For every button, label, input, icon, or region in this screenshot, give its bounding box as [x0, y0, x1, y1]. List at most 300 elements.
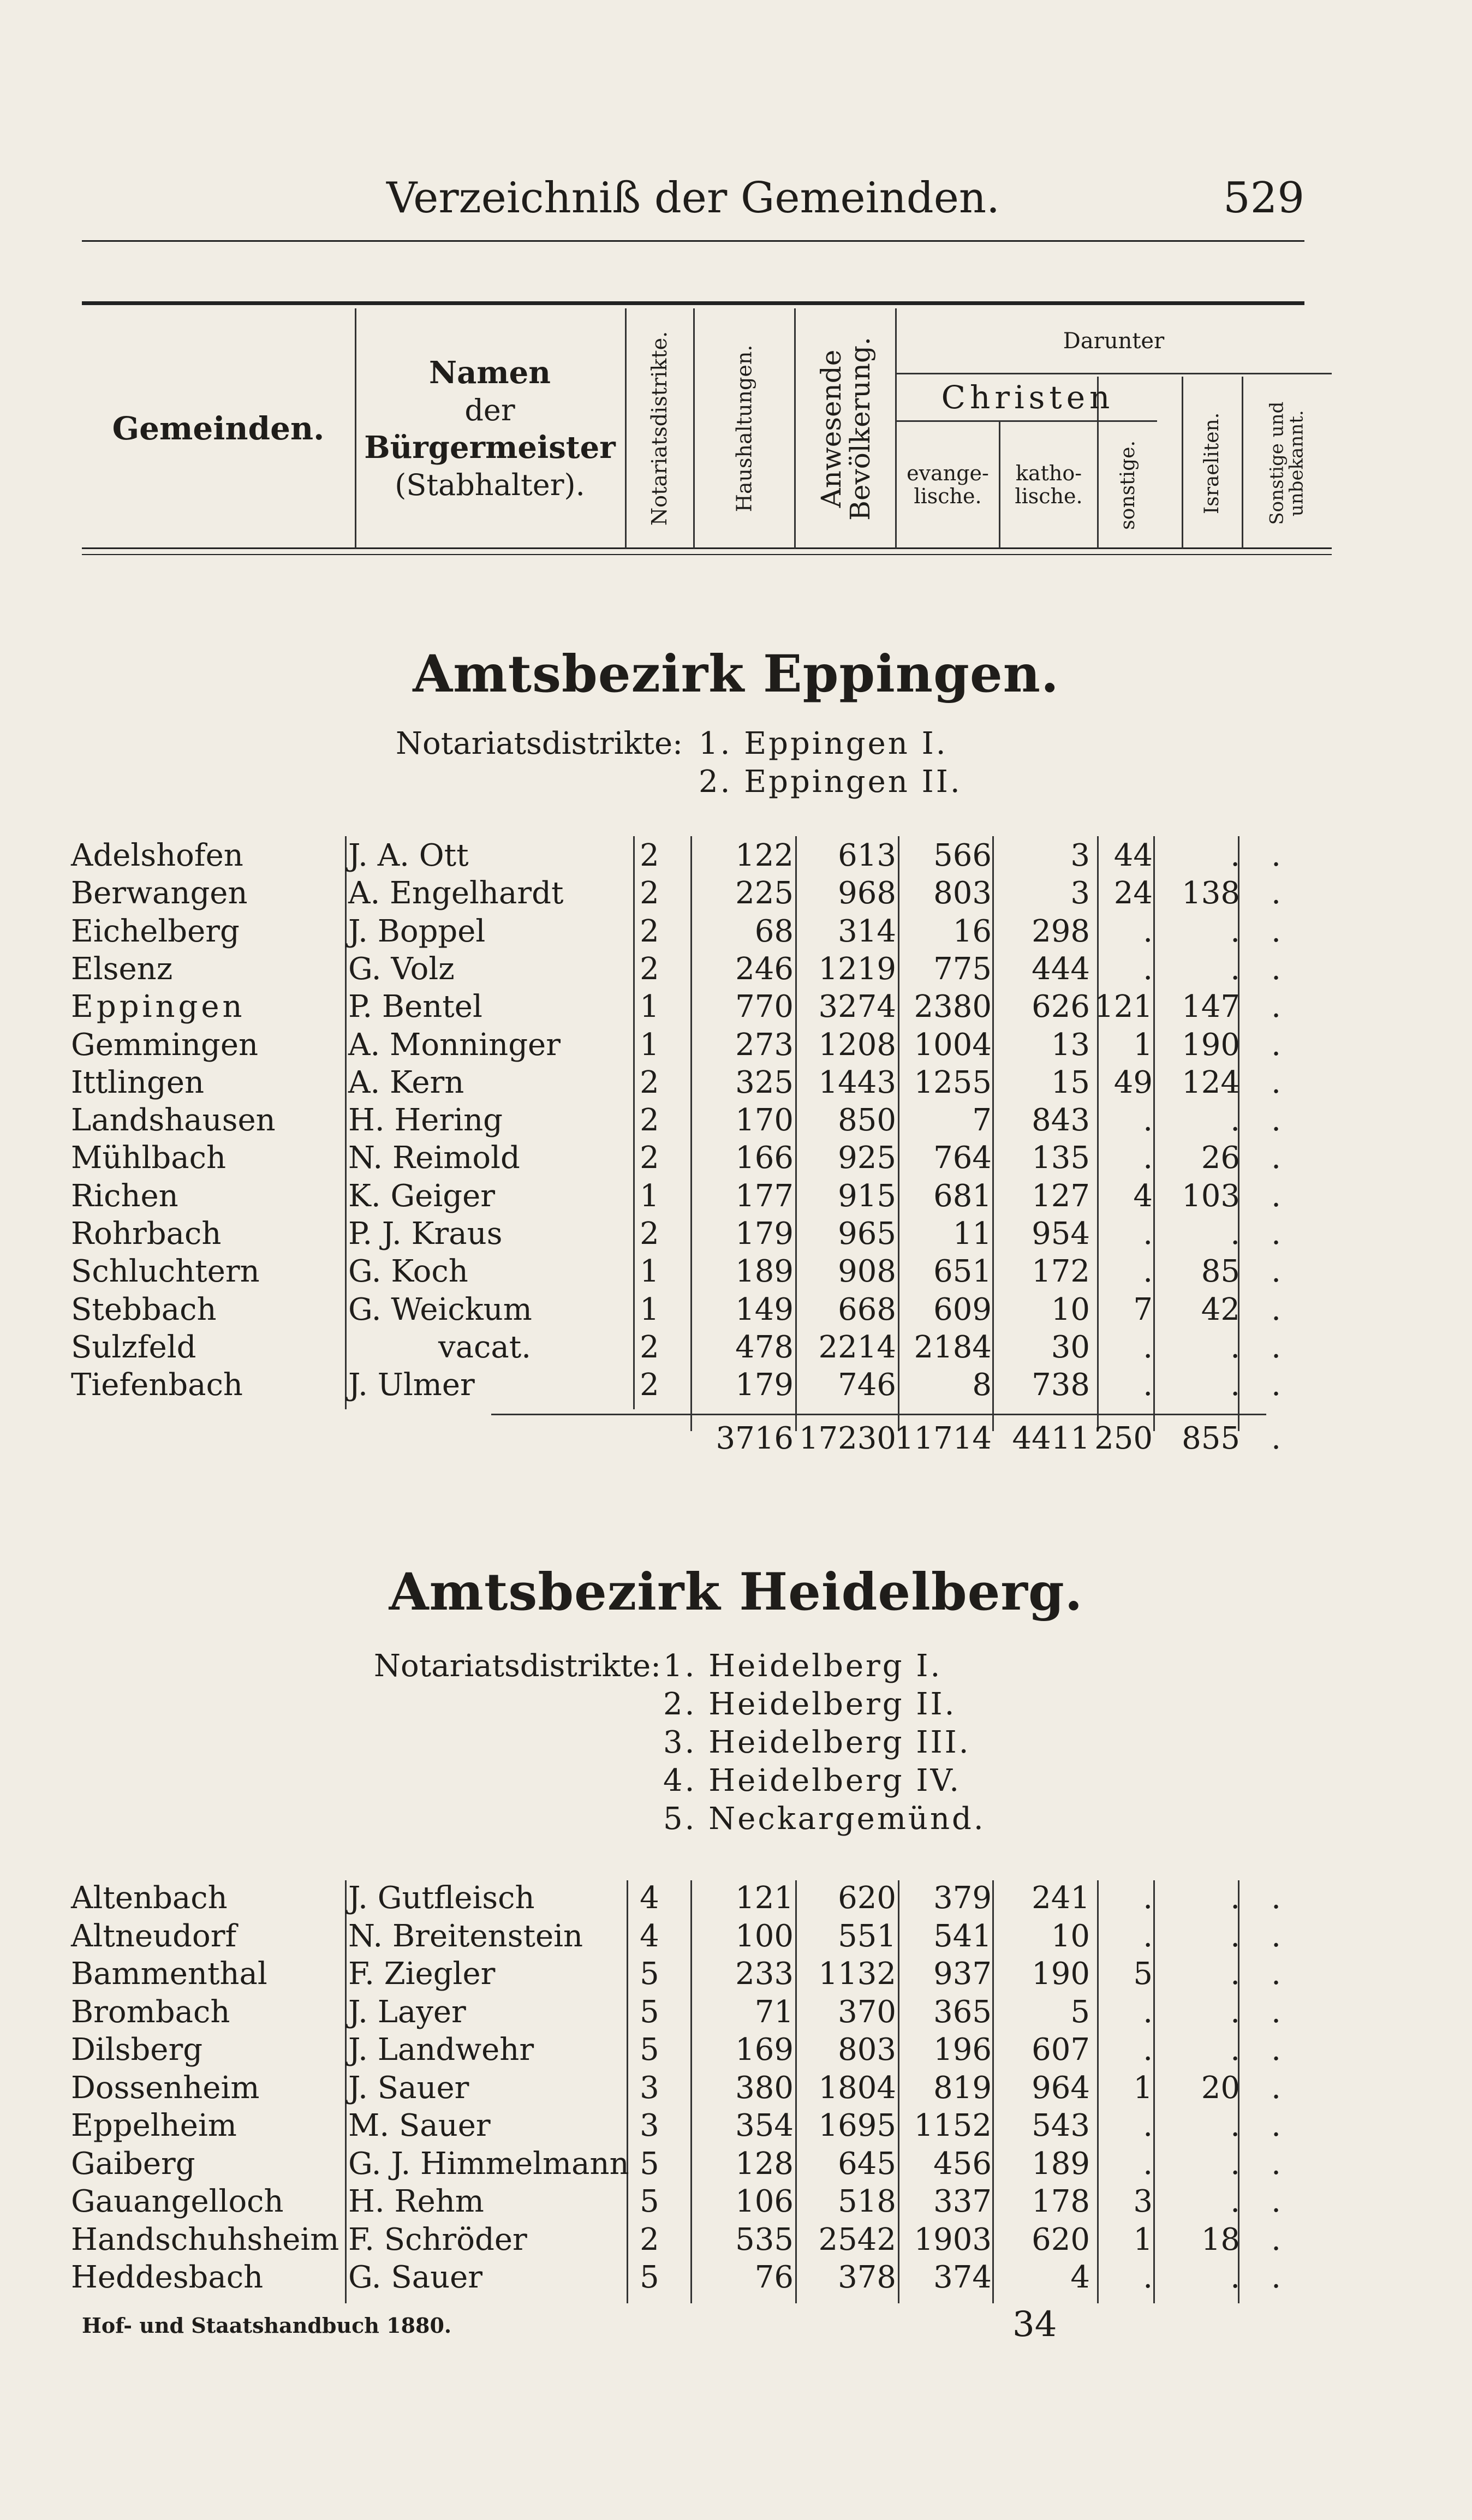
notariat-label: Notariatsdistrikte: [396, 726, 683, 761]
notariat-number: 1 [640, 1291, 659, 1327]
israeliten-value: 42 [1201, 1291, 1240, 1327]
gemeinde-name: Handschuhsheim [71, 2221, 339, 2257]
table-row [0, 1330, 1472, 1368]
header-christen: Christen [941, 379, 1115, 416]
katholisch-value: 10 [1051, 1918, 1090, 1954]
mayor-name: M. Sauer [348, 2108, 491, 2143]
israeliten-value: 103 [1182, 1178, 1240, 1214]
notariat-district: 2. Heidelberg II. [663, 1687, 957, 1722]
katholisch-value: 178 [1032, 2184, 1090, 2219]
sonstige-value: . [1143, 2108, 1153, 2143]
notariat-number: 1 [640, 1027, 659, 1063]
bevoelkerung-value: 1443 [818, 1064, 896, 1100]
evangelisch-value: 819 [933, 2070, 992, 2106]
katholisch-value: 3 [1070, 875, 1090, 912]
unbekannt-value: . [1271, 2108, 1281, 2143]
footer-imprint: Hof- und Staatshandbuch 1880. [82, 2313, 452, 2338]
header-israeliten: Israeliten. [1201, 412, 1224, 515]
unbekannt-value: . [1271, 1140, 1281, 1176]
haushaltungen-value: 170 [735, 1103, 794, 1139]
total-unbekannt: . [1271, 1421, 1281, 1456]
unbekannt-value: . [1271, 2146, 1281, 2182]
mayor-name: A. Kern [348, 1064, 464, 1100]
unbekannt-value: . [1271, 1918, 1281, 1954]
evangelisch-value: 11 [952, 1216, 992, 1252]
haushaltungen-value: 128 [735, 2146, 794, 2182]
israeliten-value: 124 [1182, 1064, 1240, 1100]
table-row [0, 2260, 1472, 2298]
notariat-number: 4 [640, 1918, 659, 1954]
bevoelkerung-value: 314 [838, 913, 896, 949]
evangelisch-value: 374 [933, 2260, 992, 2295]
total-evangelisch: 11714 [894, 1421, 992, 1456]
sonstige-value: 3 [1133, 2184, 1153, 2219]
notariat-district: 1. Eppingen I. [699, 726, 948, 761]
unbekannt-value: . [1271, 1994, 1281, 2030]
unbekannt-value: . [1271, 1329, 1281, 1365]
notariat-district: 3. Heidelberg III. [663, 1725, 971, 1760]
notariat-number: 2 [640, 1064, 659, 1100]
katholisch-value: 444 [1032, 951, 1090, 987]
evangelisch-value: 2184 [914, 1329, 992, 1365]
table-row [0, 2108, 1472, 2146]
notariat-number: 5 [640, 2260, 659, 2295]
notariat-number: 5 [640, 1994, 659, 2030]
mayor-name: P. Bentel [348, 989, 482, 1025]
mayor-name: G. Volz [348, 951, 455, 987]
table-row [0, 875, 1472, 914]
bevoelkerung-value: 1804 [818, 2070, 896, 2106]
bevoelkerung-value: 378 [838, 2260, 896, 2295]
israeliten-value: 138 [1182, 875, 1240, 912]
notariat-number: 2 [640, 913, 659, 949]
table-row [0, 838, 1472, 876]
israeliten-value: . [1230, 1994, 1240, 2030]
gemeinde-name: Tiefenbach [71, 1367, 243, 1403]
bevoelkerung-value: 2542 [818, 2221, 896, 2257]
sonstige-value: . [1143, 1918, 1153, 1954]
katholisch-value: 738 [1032, 1367, 1090, 1403]
haushaltungen-value: 273 [735, 1027, 794, 1063]
katholisch-value: 5 [1070, 1994, 1090, 2030]
haushaltungen-value: 189 [735, 1254, 794, 1290]
gemeinde-name: Rohrbach [71, 1216, 222, 1252]
evangelisch-value: 1004 [914, 1027, 992, 1063]
haushaltungen-value: 325 [735, 1064, 794, 1100]
evangelisch-value: 365 [933, 1994, 992, 2030]
mayor-name: A. Monninger [348, 1027, 561, 1063]
haushaltungen-value: 246 [735, 951, 794, 987]
katholisch-value: 189 [1032, 2146, 1090, 2182]
evangelisch-value: 764 [933, 1140, 992, 1176]
running-head-title: Verzeichniß der Gemeinden. [386, 174, 1000, 223]
haushaltungen-value: 179 [735, 1216, 794, 1252]
katholisch-value: 15 [1051, 1064, 1090, 1100]
katholisch-value: 543 [1032, 2108, 1090, 2143]
evangelisch-value: 651 [933, 1254, 992, 1290]
mayor-name: J. A. Ott [348, 838, 469, 873]
mayor-name: J. Gutfleisch [348, 1880, 535, 1916]
notariat-district: 1. Heidelberg I. [663, 1648, 943, 1684]
total-katholisch: 4411 [1012, 1421, 1090, 1456]
sonstige-value: . [1143, 2032, 1153, 2068]
haushaltungen-value: 535 [735, 2221, 794, 2257]
katholisch-value: 172 [1032, 1254, 1090, 1290]
sonstige-value: . [1143, 1880, 1153, 1916]
notariat-number: 5 [640, 2032, 659, 2068]
unbekannt-value: . [1271, 875, 1281, 912]
unbekannt-value: . [1271, 2032, 1281, 2068]
sonstige-value: . [1143, 1216, 1153, 1252]
mayor-name: J. Layer [348, 1994, 466, 2030]
sonstige-value: 121 [1094, 989, 1153, 1025]
total-israeliten: 855 [1182, 1421, 1240, 1456]
evangelisch-value: 196 [933, 2032, 992, 2068]
unbekannt-value: . [1271, 2070, 1281, 2106]
table-row [0, 1216, 1472, 1254]
haushaltungen-value: 71 [754, 1994, 794, 2030]
evangelisch-value: 16 [952, 913, 992, 949]
header-evangelisch: evange- lische. [907, 461, 989, 508]
mayor-name: J. Landwehr [348, 2032, 534, 2068]
mayor-name: P. J. Kraus [348, 1216, 503, 1252]
notariat-number: 1 [640, 1178, 659, 1214]
sonstige-value: . [1143, 1103, 1153, 1139]
section-title-heidelberg: Amtsbezirk Heidelberg. [389, 1562, 1083, 1622]
katholisch-value: 30 [1051, 1329, 1090, 1365]
notariat-district: 5. Neckargemünd. [663, 1801, 986, 1837]
israeliten-value: . [1230, 951, 1240, 987]
katholisch-value: 127 [1032, 1178, 1090, 1214]
mayor-name: G. J. Himmelmann [348, 2146, 629, 2182]
haushaltungen-value: 100 [735, 1918, 794, 1954]
bevoelkerung-value: 551 [838, 1918, 896, 1954]
header-gemeinden: Gemeinden. [112, 410, 325, 447]
total-haushaltungen: 3716 [716, 1421, 794, 1456]
haushaltungen-value: 225 [735, 875, 794, 912]
katholisch-value: 4 [1070, 2260, 1090, 2295]
notariat-number: 5 [640, 1956, 659, 1992]
bevoelkerung-value: 965 [838, 1216, 896, 1252]
evangelisch-value: 541 [933, 1918, 992, 1954]
unbekannt-value: . [1271, 1178, 1281, 1214]
sonstige-value: . [1143, 2146, 1153, 2182]
bevoelkerung-value: 968 [838, 875, 896, 912]
sonstige-value: 1 [1133, 2070, 1153, 2106]
bevoelkerung-value: 620 [838, 1880, 896, 1916]
evangelisch-value: 379 [933, 1880, 992, 1916]
evangelisch-value: 2380 [914, 989, 992, 1025]
table-row [0, 1178, 1472, 1217]
sonstige-value: 1 [1133, 2221, 1153, 2257]
israeliten-value: . [1230, 2260, 1240, 2295]
haushaltungen-value: 177 [735, 1178, 794, 1214]
bevoelkerung-value: 370 [838, 1994, 896, 2030]
katholisch-value: 10 [1051, 1291, 1090, 1327]
unbekannt-value: . [1271, 1956, 1281, 1992]
mayor-name: G. Sauer [348, 2260, 483, 2295]
mayor-name: N. Reimold [348, 1140, 520, 1176]
evangelisch-value: 937 [933, 1956, 992, 1992]
table-row [0, 1103, 1472, 1141]
israeliten-value: 190 [1182, 1027, 1240, 1063]
israeliten-value: . [1230, 1329, 1240, 1365]
haushaltungen-value: 121 [735, 1880, 794, 1916]
notariat-number: 3 [640, 2070, 659, 2106]
notariat-district: 4. Heidelberg IV. [663, 1763, 961, 1798]
page-number: 529 [1223, 174, 1304, 223]
notariat-number: 2 [640, 838, 659, 873]
evangelisch-value: 8 [972, 1367, 992, 1403]
katholisch-value: 964 [1032, 2070, 1090, 2106]
bevoelkerung-value: 925 [838, 1140, 896, 1176]
sonstige-value: 4 [1133, 1178, 1153, 1214]
unbekannt-value: . [1271, 1254, 1281, 1290]
table-row [0, 951, 1472, 990]
gemeinde-name: Eppingen [71, 989, 246, 1025]
mayor-name: K. Geiger [348, 1178, 495, 1214]
gemeinde-name: Brombach [71, 1994, 230, 2030]
katholisch-value: 135 [1032, 1140, 1090, 1176]
sonstige-value: 1 [1133, 1027, 1153, 1063]
unbekannt-value: . [1271, 2221, 1281, 2257]
header-sonstige: sonstige. [1116, 440, 1139, 530]
gemeinde-name: Eppelheim [71, 2108, 237, 2143]
table-header-bottom-rule-2 [82, 554, 1332, 555]
evangelisch-value: 7 [972, 1103, 992, 1139]
gemeinde-name: Gaiberg [71, 2146, 195, 2182]
mayor-name: F. Ziegler [348, 1956, 496, 1992]
bevoelkerung-value: 1219 [818, 951, 896, 987]
table-row [0, 1919, 1472, 1957]
bevoelkerung-value: 915 [838, 1178, 896, 1214]
bevoelkerung-value: 803 [838, 2032, 896, 2068]
haushaltungen-value: 233 [735, 1956, 794, 1992]
header-notariat: Notariatsdistrikte. [647, 331, 672, 526]
katholisch-value: 241 [1032, 1880, 1090, 1916]
bevoelkerung-value: 668 [838, 1291, 896, 1327]
gemeinde-name: Mühlbach [71, 1140, 227, 1176]
israeliten-value: . [1230, 1367, 1240, 1403]
haushaltungen-value: 354 [735, 2108, 794, 2143]
unbekannt-value: . [1271, 1103, 1281, 1139]
table-row [0, 2070, 1472, 2108]
eppingen-totals-row [0, 1421, 1472, 1459]
haushaltungen-value: 169 [735, 2032, 794, 2068]
haushaltungen-value: 76 [754, 2260, 794, 2295]
notariat-label: Notariatsdistrikte: [374, 1648, 661, 1684]
haushaltungen-value: 122 [735, 838, 794, 873]
table-row [0, 1880, 1472, 1919]
katholisch-value: 190 [1032, 1956, 1090, 1992]
katholisch-value: 954 [1032, 1216, 1090, 1252]
israeliten-value: . [1230, 838, 1240, 873]
footer-signature: 34 [1012, 2304, 1057, 2345]
mayor-name: vacat. [438, 1329, 532, 1365]
notariat-number: 2 [640, 1329, 659, 1365]
sonstige-value: 49 [1113, 1064, 1153, 1100]
sonstige-value: 24 [1113, 875, 1153, 912]
unbekannt-value: . [1271, 1216, 1281, 1252]
notariat-number: 2 [640, 1216, 659, 1252]
israeliten-value: 147 [1182, 989, 1240, 1025]
evangelisch-value: 681 [933, 1178, 992, 1214]
israeliten-value: . [1230, 1880, 1240, 1916]
table-row [0, 1140, 1472, 1178]
notariat-number: 2 [640, 1140, 659, 1176]
notariat-eppingen [0, 726, 1472, 813]
israeliten-value: . [1230, 1103, 1240, 1139]
bevoelkerung-value: 613 [838, 838, 896, 873]
israeliten-value: . [1230, 2184, 1240, 2219]
table-row [0, 2032, 1472, 2070]
evangelisch-value: 566 [933, 838, 992, 873]
unbekannt-value: . [1271, 1027, 1281, 1063]
table-row [0, 1367, 1472, 1405]
bevoelkerung-value: 1132 [818, 1956, 896, 1992]
unbekannt-value: . [1271, 838, 1281, 873]
israeliten-value: 18 [1201, 2221, 1240, 2257]
notariat-district: 2. Eppingen II. [699, 764, 962, 800]
header-haushaltungen: Haushaltungen. [732, 344, 756, 513]
evangelisch-value: 456 [933, 2146, 992, 2182]
header-katholisch: katho- lische. [1015, 461, 1083, 508]
sonstige-value: . [1143, 1329, 1153, 1365]
israeliten-value: 85 [1201, 1254, 1240, 1290]
gemeinde-name: Gauangelloch [71, 2184, 284, 2219]
notariat-number: 1 [640, 1254, 659, 1290]
evangelisch-value: 1903 [914, 2221, 992, 2257]
sonstige-value: 44 [1113, 838, 1153, 873]
mayor-name: N. Breitenstein [348, 1918, 583, 1954]
gemeinde-name: Dilsberg [71, 2032, 203, 2068]
header-bevoelkerung: Anwesende Bevölkerung. [815, 336, 875, 521]
unbekannt-value: . [1271, 2184, 1281, 2219]
evangelisch-value: 1255 [914, 1064, 992, 1100]
bevoelkerung-value: 746 [838, 1367, 896, 1403]
bevoelkerung-value: 850 [838, 1103, 896, 1139]
haushaltungen-value: 478 [735, 1329, 794, 1365]
unbekannt-value: . [1271, 1367, 1281, 1403]
bevoelkerung-value: 645 [838, 2146, 896, 2182]
notariat-number: 2 [640, 951, 659, 987]
mayor-name: H. Hering [348, 1103, 503, 1139]
israeliten-value: . [1230, 913, 1240, 949]
bevoelkerung-value: 1208 [818, 1027, 896, 1063]
unbekannt-value: . [1271, 913, 1281, 949]
sonstige-value: . [1143, 1140, 1153, 1176]
unbekannt-value: . [1271, 989, 1281, 1025]
haushaltungen-value: 166 [735, 1140, 794, 1176]
israeliten-value: . [1230, 1918, 1240, 1954]
bevoelkerung-value: 3274 [818, 989, 896, 1025]
gemeinde-name: Altneudorf [71, 1918, 237, 1954]
haushaltungen-value: 106 [735, 2184, 794, 2219]
notariat-number: 2 [640, 875, 659, 912]
table-row [0, 1065, 1472, 1103]
section-title-eppingen: Amtsbezirk Eppingen. [413, 644, 1059, 704]
notariat-number: 2 [640, 2221, 659, 2257]
gemeinde-name: Gemmingen [71, 1027, 259, 1063]
mayor-name: J. Ulmer [348, 1367, 475, 1403]
gemeinde-name: Eichelberg [71, 913, 240, 949]
gemeinde-name: Elsenz [71, 951, 173, 987]
gemeinde-name: Altenbach [71, 1880, 228, 1916]
header-unbekannt: Sonstige und unbekannt. [1266, 402, 1307, 525]
table-row [0, 1254, 1472, 1292]
gemeinde-name: Sulzfeld [71, 1329, 196, 1365]
mayor-name: J. Sauer [348, 2070, 469, 2106]
gemeinde-name: Heddesbach [71, 2260, 264, 2295]
bevoelkerung-value: 518 [838, 2184, 896, 2219]
katholisch-value: 13 [1051, 1027, 1090, 1063]
table-row [0, 989, 1472, 1027]
gemeinde-name: Richen [71, 1178, 178, 1214]
total-sonstige: 250 [1094, 1421, 1153, 1456]
table-row [0, 1292, 1472, 1330]
haushaltungen-value: 149 [735, 1291, 794, 1327]
table-row [0, 1956, 1472, 1994]
notariat-number: 5 [640, 2184, 659, 2219]
israeliten-value: . [1230, 2108, 1240, 2143]
mayor-name: G. Koch [348, 1254, 468, 1290]
gemeinde-name: Stebbach [71, 1291, 217, 1327]
sonstige-value: . [1143, 913, 1153, 949]
unbekannt-value: . [1271, 1291, 1281, 1327]
gemeinde-name: Adelshofen [71, 838, 243, 873]
mayor-name: A. Engelhardt [348, 875, 564, 912]
total-bevoelkerung: 17230 [798, 1421, 896, 1456]
bevoelkerung-value: 908 [838, 1254, 896, 1290]
gemeinde-name: Dossenheim [71, 2070, 260, 2106]
haushaltungen-value: 770 [735, 989, 794, 1025]
evangelisch-value: 337 [933, 2184, 992, 2219]
table-top-rule [82, 301, 1304, 305]
header-darunter: Darunter [1063, 329, 1165, 354]
israeliten-value: 20 [1201, 2070, 1240, 2106]
sonstige-value: . [1143, 1994, 1153, 2030]
bevoelkerung-value: 2214 [818, 1329, 896, 1365]
bevoelkerung-value: 1695 [818, 2108, 896, 2143]
running-head [82, 174, 1304, 228]
evangelisch-value: 775 [933, 951, 992, 987]
israeliten-value: . [1230, 1956, 1240, 1992]
evangelisch-value: 1152 [914, 2108, 992, 2143]
gemeinde-name: Schluchtern [71, 1254, 260, 1290]
katholisch-value: 626 [1032, 989, 1090, 1025]
notariat-heidelberg [0, 1648, 1472, 1845]
head-rule [82, 240, 1304, 242]
haushaltungen-value: 179 [735, 1367, 794, 1403]
gemeinde-name: Ittlingen [71, 1064, 205, 1100]
notariat-number: 3 [640, 2108, 659, 2143]
unbekannt-value: . [1271, 1880, 1281, 1916]
mayor-name: H. Rehm [348, 2184, 484, 2219]
haushaltungen-value: 68 [754, 913, 794, 949]
table-row [0, 2146, 1472, 2184]
haushaltungen-value: 380 [735, 2070, 794, 2106]
sonstige-value: . [1143, 951, 1153, 987]
unbekannt-value: . [1271, 951, 1281, 987]
israeliten-value: 26 [1201, 1140, 1240, 1176]
table-row [0, 1994, 1472, 2033]
notariat-number: 5 [640, 2146, 659, 2182]
table-row [0, 2184, 1472, 2222]
gemeinde-name: Landshausen [71, 1103, 276, 1139]
table-row [0, 1027, 1472, 1065]
unbekannt-value: . [1271, 1064, 1281, 1100]
katholisch-value: 607 [1032, 2032, 1090, 2068]
